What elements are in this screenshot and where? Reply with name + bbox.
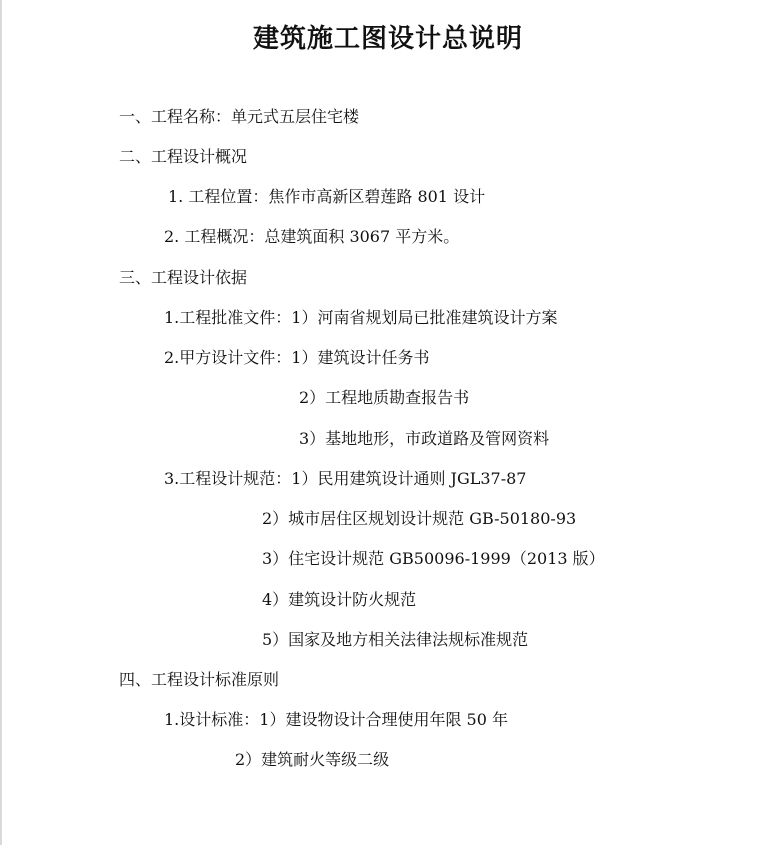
item-design-standard-fire-rating: 2）建筑耐火等级二级: [235, 750, 390, 769]
item-client-doc-geology: 2）工程地质勘查报告书: [299, 388, 470, 407]
section-design-standards: 四、工程设计标准原则: [119, 670, 280, 689]
page-edge-divider: [0, 0, 2, 845]
section-design-overview: 二、工程设计概况: [119, 147, 248, 166]
document-title: 建筑施工图设计总说明: [252, 24, 523, 54]
item-client-documents: 2.甲方设计文件：1）建筑设计任务书: [164, 348, 430, 367]
item-design-standard-lifespan: 1.设计标准：1）建设物设计合理使用年限 50 年: [164, 710, 508, 729]
item-approval-documents: 1.工程批准文件：1）河南省规划局已批准建筑设计方案: [164, 308, 558, 327]
item-code-residential-planning: 2）城市居住区规划设计规范 GB-50180-93: [262, 509, 577, 528]
item-project-location: 1. 工程位置：焦作市高新区碧莲路 801 设计: [168, 187, 486, 206]
item-code-residential-design: 3）住宅设计规范 GB50096-1999（2013 版）: [262, 549, 605, 568]
item-design-codes: 3.工程设计规范：1）民用建筑设计通则 JGL37-87: [164, 469, 527, 488]
section-design-basis: 三、工程设计依据: [119, 268, 248, 287]
item-code-fire-protection: 4）建筑设计防火规范: [262, 590, 417, 609]
item-client-doc-terrain: 3）基地地形，市政道路及管网资料: [299, 429, 550, 448]
section-project-name: 一、工程名称：单元式五层住宅楼: [119, 107, 360, 126]
item-code-national-local: 5）国家及地方相关法律法规标准规范: [262, 630, 529, 649]
item-project-overview: 2. 工程概况：总建筑面积 3067 平方米。: [164, 227, 460, 246]
